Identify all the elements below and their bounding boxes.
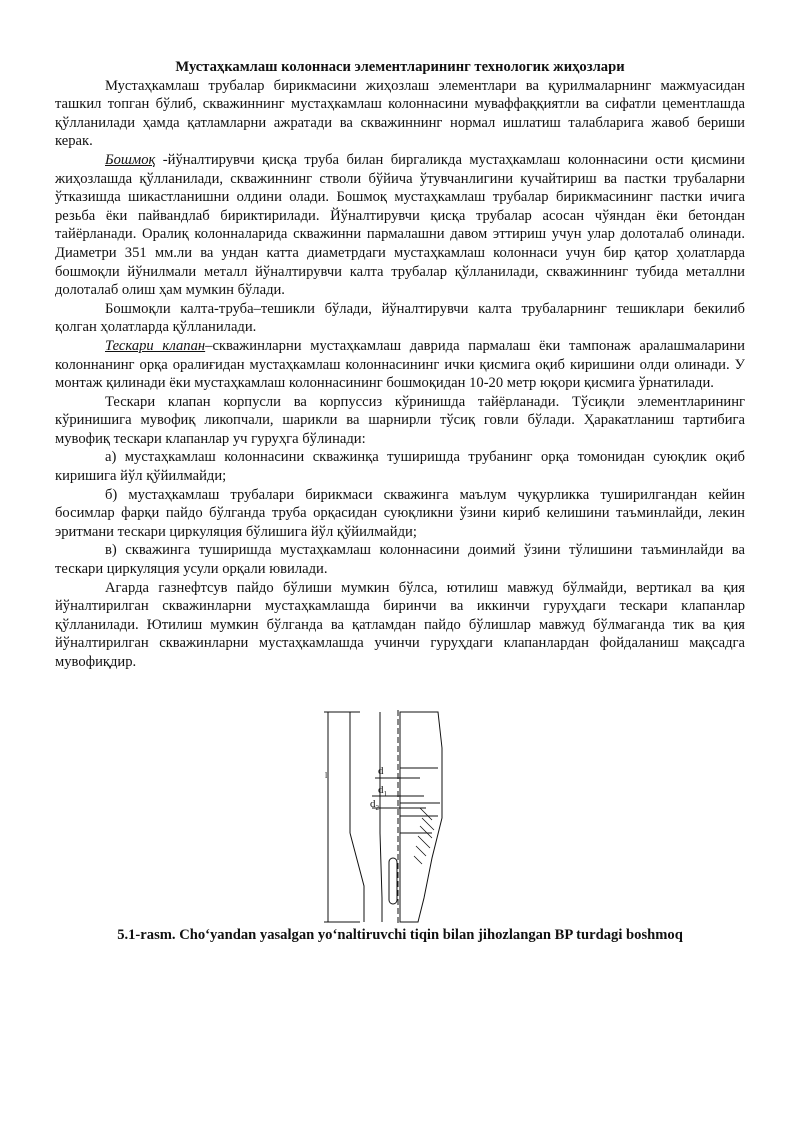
- term-boshmoq: Бошмоқ: [105, 151, 156, 168]
- paragraph-check-valve-text: –скважинларни мустаҳкамлаш даврида пармалаш ёки тампонаж аралашмаларини колоннанинг орқа оралиғидан мустаҳкамлаш колоннасининг ички қисмига оқиб киришини олди олинади. У монтаж қилинади ёки мустаҳкамлаш колоннасининг бошмоқидан 10-20 метр юқори қисмига ўрнатилади.: [55, 337, 745, 392]
- list-item-b: б) мустаҳкамлаш трубалари бирикмаси скважинга маълум чуқурликка туширилгандан кейин босимлар фарқи пайдо бўлганда труба орқасидан суюқликни ўзини кириб келишини таъминлайди, лекин эритмани тескари циркуляция бўлишига йўл қўйилмайди;: [55, 486, 745, 540]
- list-item-v: в) скважинга туширишда мустаҳкамлаш колоннасини доимий ўзини тўлишини таъминлайди ва тескари циркуляция усули орқали ювилади.: [55, 542, 745, 578]
- paragraph-boshmoq: [55, 151, 745, 300]
- list-item-a: а) мустаҳкамлаш колоннасини скважинқа туширишда трубанинг орқа томонидан суюқлик оқиб киришига йўл қўйилмайди;: [55, 449, 745, 485]
- label-l: l: [325, 771, 328, 780]
- term-check-valve: Тескари клапан: [105, 337, 206, 354]
- label-d1: $d_1$: [378, 784, 387, 798]
- paragraph-conclusion: Агарда газнефтсув пайдо бўлиши мумкин бўлса, ютилиш мавжуд бўлмайди, вертикал ва қия йўналтирилган скважинларни мустаҳкамлашда биринчи ва иккинчи гуруҳдаги тескари клапанлар қўлланилади. Ютилиш мумкин бўлганда ва қатламдан пайдо бўлишлар мавжуд бўлмаганда тик ва қия йўналтирилган скважинларни мустаҳкамлашда учинчи гуруҳдаги клапанлардан фойдаланиш мақсадга мувофиқдир.: [55, 579, 745, 670]
- label-d: d: [378, 765, 384, 777]
- paragraph-short-pipe: Бошмоқли калта-труба–тешикли бўлади, йўналтирувчи калта трубаларнинг тешиклари бекилиб қолган ҳолатларда қўлланилади.: [55, 300, 745, 336]
- label-d2: $d_2$: [370, 798, 379, 812]
- paragraph-check-valve: [55, 337, 745, 393]
- paragraph-boshmoq-text: -йўналтирувчи қисқа труба билан биргаликда мустаҳкамлаш колоннасини ости қисмини жиҳозлашда қўлланилади, скважиннинг стволи бўйича ўтувчанлигини кучайтириш ва пастки трубаларни ўтказишда шикастланишни олдини олади. Бошмоқ мустаҳкамлаш трубалар бирикмасининг пастки ичига резьба ёки пайвандлаб бириктирилади. Йўналтирувчи қисқа трубалар асосан чўяндан ёки бетондан тайёрланади. Оралиқ колонналарида скважинни пармалашни давом эттириш учун улар долоталаб олинади. Диаметри 351 мм.ли ва ундан катта диаметрдаги мустаҳкамлаш колоннаси учун бир қатор ҳолатларда бошмоқли йўнилмали металл йўналтирувчи калта трубалар қўлланилади, скважиннинг тубида металлни долоталаб олиш ҳам мумкин бўлади.: [55, 151, 745, 299]
- figure-caption: 5.1-rasm. Cho‘yandan yasalgan yo‘naltiruvchi tiqin bilan jihozlangan BP turdagi boshmoq: [117, 927, 683, 943]
- document-body: [55, 58, 745, 672]
- boshmoq-drawing: [320, 708, 470, 928]
- paragraph-valve-types: Тескари клапан корпусли ва корпуссиз кўринишда тайёрланади. Тўсиқли элементларининг кўринишига мувофиқ ликопчали, шарикли ва шарнирли тўсиқ говли бўлади. Ҳаракатланиш тартибига мувофиқ тескари клапанлар уч гуруҳга бўлинади:: [55, 393, 745, 447]
- page-title: Мустаҳкамлаш колоннаси элементларининг технологик жиҳозлари: [175, 59, 625, 75]
- paragraph-intro: Мустаҳкамлаш трубалар бирикмасини жиҳозлаш элементлари ва қурилмаларнинг мажмуасидан ташкил топган бўлиб, скважиннинг мустаҳкамлаш колоннасини муваффаққиятли ва сифатли цементлашда қўлланилади ҳамда қатламларни ажратади ва скважиннинг нормал ишлатиш талабларига жавоб бериши керак.: [55, 77, 745, 150]
